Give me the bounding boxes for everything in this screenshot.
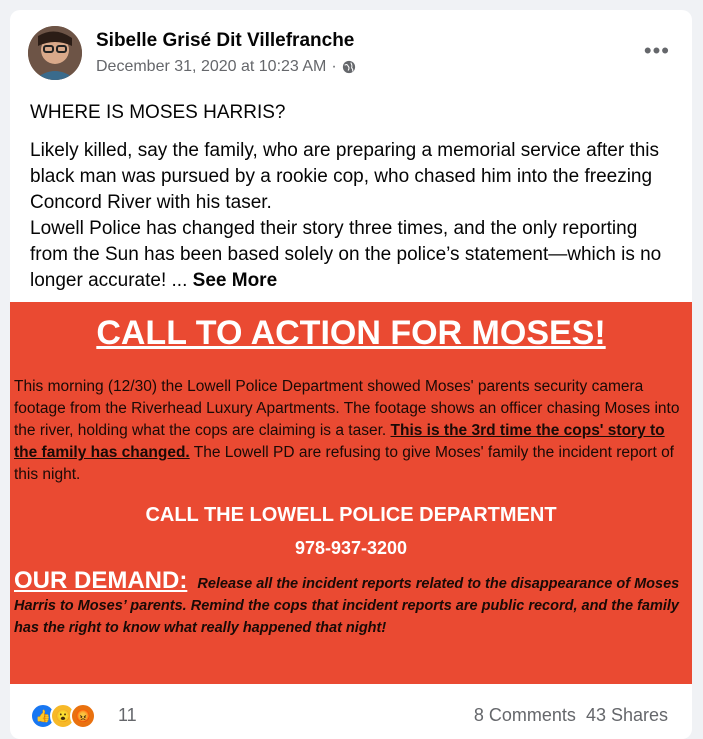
post-card [10,10,692,739]
post-body-text: Likely killed, say the family, who are preparing a memorial service after this black man was pursued by a rookie cop, who chased him into the freezing Concord River with his taser. [30,140,660,213]
call-heading: CALL THE LOWELL POLICE DEPARTMENT [145,504,557,526]
post-headline: WHERE IS MOSES HARRIS? [30,102,286,123]
banner-paragraph-emphasis: This is the 3rd time the cops' story to the family has changed. [14,422,665,461]
post-body-text-2: Lowell Police has changed their story three times, and the only reporting from the Sun has been based solely on the police’s statement—which is no longer accurate! ... [30,218,662,291]
post-body [30,138,670,294]
banner-paragraph [14,376,680,486]
banner-paragraph-a: This morning (12/30) the Lowell Police Department showed Moses' parents security camera footage from the Riverhead Luxury Apartments. The footage shows an officer chasing Moses into the river, holding what the cops are claiming is a taser. [14,378,680,439]
meta-separator: · [331,58,337,75]
engagement-stats [474,705,668,726]
author-name[interactable]: Sibelle Grisé Dit Villefranche [96,30,355,51]
post-timestamp[interactable]: December 31, 2020 at 10:23 AM [96,58,327,75]
banner-paragraph-b: The Lowell PD are refusing to give Moses' family the incident report of this night. [14,444,674,483]
shares-count[interactable]: 43 Shares [585,705,668,725]
post-image-banner[interactable] [10,302,692,684]
like-icon: 👍 [30,703,56,729]
angry-icon: 😡 [70,703,96,729]
comments-count[interactable]: 8 Comments [473,705,576,725]
post-footer [10,700,692,730]
wow-icon: 😮 [50,703,76,729]
reactions-summary[interactable] [30,703,90,729]
more-options-icon: ••• [643,38,670,63]
banner-title: CALL TO ACTION FOR MOSES! [96,314,606,352]
demand-text: Release all the incident reports related to the disappearance of Moses Harris to Moses’ parents. Remind the cops that incident reports are public record, and the family has the right to know what really happened that night! [14,576,680,636]
demand-section [14,567,684,639]
demand-label: OUR DEMAND: [14,567,188,594]
post-options-button[interactable] [644,38,670,64]
see-more-link[interactable]: See More [192,270,278,291]
post-meta [96,58,356,76]
avatar-image [28,26,82,80]
avatar[interactable] [28,26,82,80]
phone-number: 978-937-3200 [294,538,408,558]
reaction-count[interactable]: 11 [118,705,137,725]
globe-icon[interactable] [342,60,356,74]
